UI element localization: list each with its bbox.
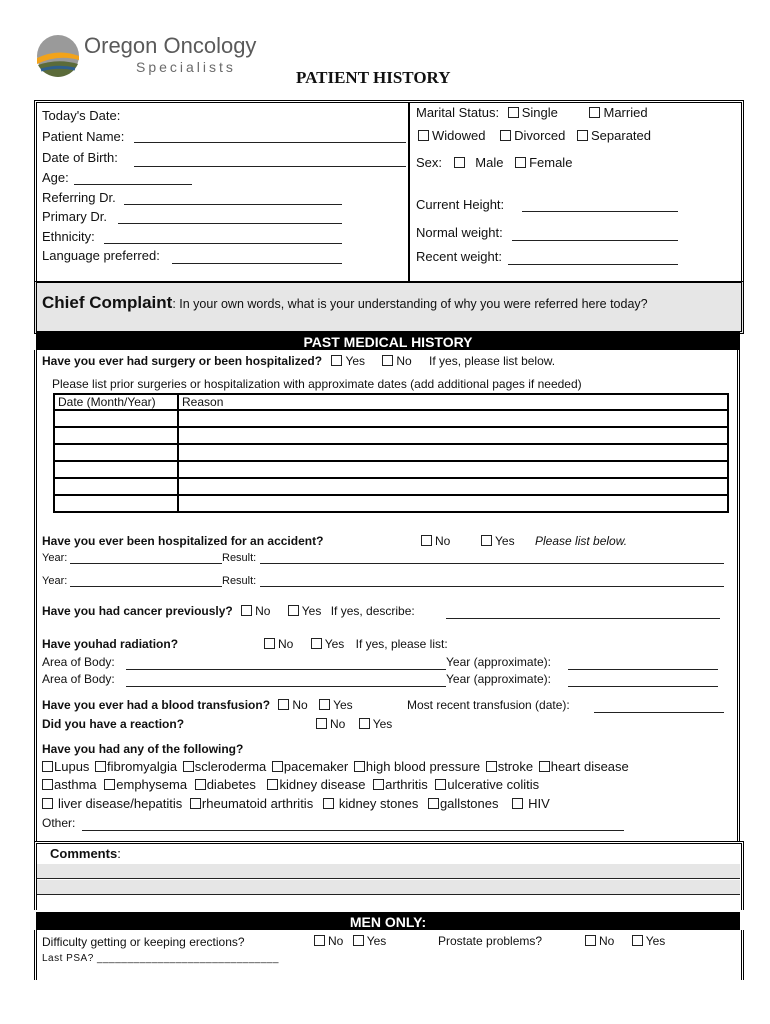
dob-label: Date of Birth: <box>42 150 118 165</box>
accident-year-label-1: Year: <box>42 552 68 564</box>
surgery-if-yes: If yes, please list below. <box>429 354 556 368</box>
recent-weight-label: Recent weight: <box>416 249 502 264</box>
hiv-checkbox[interactable] <box>512 798 523 809</box>
accident-list-below: Please list below. <box>535 534 628 548</box>
page-title: PATIENT HISTORY <box>296 68 451 87</box>
cancer-yes-label: Yes <box>301 604 322 618</box>
table-row[interactable] <box>54 410 728 427</box>
emphysema-checkbox[interactable] <box>104 779 115 790</box>
pacemaker-label: pacemaker <box>283 759 349 774</box>
following-question: Have you had any of the following? <box>42 742 244 756</box>
current-height-field[interactable] <box>522 197 678 212</box>
year-approx-label-2: Year (approximate): <box>446 672 551 686</box>
reaction-no-label: No <box>330 717 346 731</box>
radiation-yes-checkbox[interactable] <box>311 638 322 649</box>
comments-colon: : <box>117 846 121 861</box>
table-row[interactable] <box>54 444 728 461</box>
normal-weight-label: Normal weight: <box>416 225 503 240</box>
conditions-row-1 <box>42 759 629 775</box>
logo <box>36 32 266 80</box>
liver-disease-checkbox[interactable] <box>42 798 53 809</box>
scleroderma-label: scleroderma <box>194 759 267 774</box>
accident-year-label-2: Year: <box>42 575 68 587</box>
surgery-yes-checkbox[interactable] <box>331 355 342 366</box>
transfusion-row <box>42 698 353 713</box>
cancer-question: Have you had cancer previously? <box>42 604 233 618</box>
referring-field[interactable] <box>124 190 342 205</box>
past-medical-frame-left <box>34 350 40 842</box>
table-row[interactable] <box>54 478 728 495</box>
reaction-yes-label: Yes <box>372 717 393 731</box>
single-label: Single <box>521 105 558 120</box>
fibromyalgia-label: fibromyalgia <box>107 759 178 774</box>
pacemaker-checkbox[interactable] <box>272 761 283 772</box>
prostate-question: Prostate problems? <box>438 934 543 948</box>
reaction-no-checkbox[interactable] <box>316 718 327 729</box>
accident-no-checkbox[interactable] <box>421 535 432 546</box>
table-row[interactable] <box>54 495 728 512</box>
divorced-checkbox[interactable] <box>500 130 511 141</box>
asthma-label: asthma <box>54 777 97 792</box>
stroke-label: stroke <box>497 759 534 774</box>
language-label: Language preferred: <box>42 248 160 263</box>
normal-weight-field[interactable] <box>512 226 678 241</box>
surgery-table <box>53 393 729 513</box>
erections-no-checkbox[interactable] <box>314 935 325 946</box>
chief-complaint-row <box>42 293 648 313</box>
patient-name-field[interactable] <box>134 128 406 143</box>
accident-year-field-1[interactable] <box>70 551 222 564</box>
col-reason-header: Reason <box>178 394 728 410</box>
table-header-row <box>54 394 728 410</box>
stroke-checkbox[interactable] <box>486 761 497 772</box>
year-approx-field-1[interactable] <box>568 655 718 670</box>
transfusion-no-label: No <box>292 698 308 712</box>
liver-disease-label: liver disease/hepatitis <box>58 796 183 811</box>
kidney-stones-label: kidney stones <box>338 796 419 811</box>
other-label: Other: <box>42 816 76 830</box>
area-of-body-field-1[interactable] <box>126 655 446 670</box>
year-approx-field-2[interactable] <box>568 672 718 687</box>
erections-options <box>314 934 386 949</box>
accident-no-option <box>421 534 450 549</box>
radiation-no-checkbox[interactable] <box>264 638 275 649</box>
accident-no-label: No <box>435 534 451 548</box>
ethnicity-label: Ethnicity: <box>42 229 95 244</box>
erections-yes-checkbox[interactable] <box>353 935 364 946</box>
radiation-no-label: No <box>278 637 294 651</box>
transfusion-question: Have you ever had a blood transfusion? <box>42 698 271 712</box>
arthritis-checkbox[interactable] <box>373 779 384 790</box>
conditions-row-3 <box>42 796 550 812</box>
single-checkbox[interactable] <box>508 107 519 118</box>
radiation-yes-label: Yes <box>324 637 345 651</box>
heart-disease-checkbox[interactable] <box>539 761 550 772</box>
accident-result-field-2[interactable] <box>260 574 724 587</box>
logo-text-sub: Specialists <box>136 59 236 75</box>
surgery-yes-label: Yes <box>345 354 366 368</box>
marital-status-row <box>416 105 648 121</box>
last-psa-field[interactable]: Last PSA? ______________________________ <box>42 953 279 964</box>
primary-field[interactable] <box>118 209 342 224</box>
area-of-body-field-2[interactable] <box>126 672 446 687</box>
prostate-yes-checkbox[interactable] <box>632 935 643 946</box>
kidney-stones-checkbox[interactable] <box>323 798 334 809</box>
reaction-options <box>316 717 392 732</box>
erections-no-label: No <box>328 934 344 948</box>
sex-row <box>416 155 572 171</box>
gallstones-checkbox[interactable] <box>428 798 439 809</box>
year-approx-label-1: Year (approximate): <box>446 655 551 669</box>
chief-complaint-label: Chief Complaint <box>42 293 173 312</box>
high-blood-pressure-label: high blood pressure <box>365 759 481 774</box>
accident-question: Have you ever been hospitalized for an accident? <box>42 534 324 548</box>
asthma-checkbox[interactable] <box>42 779 53 790</box>
cancer-if-yes: If yes, describe: <box>330 604 415 618</box>
kidney-disease-label: kidney disease <box>279 777 366 792</box>
female-checkbox[interactable] <box>515 157 526 168</box>
men-only-bar: MEN ONLY: <box>36 912 740 930</box>
past-medical-frame-right <box>737 350 743 842</box>
radiation-options <box>264 637 448 652</box>
marital-status-label: Marital Status: <box>416 105 500 120</box>
surgery-no-checkbox[interactable] <box>382 355 393 366</box>
widowed-label: Widowed <box>432 128 486 143</box>
lupus-checkbox[interactable] <box>42 761 53 772</box>
cancer-no-label: No <box>255 604 271 618</box>
surgery-question: Have you ever had surgery or been hospitalized? <box>42 354 323 368</box>
reaction-yes-checkbox[interactable] <box>359 718 370 729</box>
accident-yes-checkbox[interactable] <box>481 535 492 546</box>
widowed-checkbox[interactable] <box>418 130 429 141</box>
ulcerative-colitis-label: ulcerative colitis <box>447 777 540 792</box>
area-of-body-label-2: Area of Body: <box>42 672 115 686</box>
rheumatoid-arthritis-label: rheumatoid arthritis <box>201 796 314 811</box>
reaction-question: Did you have a reaction? <box>42 717 185 731</box>
diabetes-label: diabetes <box>206 777 256 792</box>
married-checkbox[interactable] <box>589 107 600 118</box>
accident-yes-label: Yes <box>495 534 515 548</box>
erections-question: Difficulty getting or keeping erections? <box>42 935 245 949</box>
hiv-label: HIV <box>528 796 550 811</box>
recent-weight-field[interactable] <box>508 250 678 265</box>
todays-date-label: Today's Date: <box>42 108 121 123</box>
accident-result-label-1: Result: <box>222 552 257 564</box>
surgery-row <box>42 354 555 369</box>
prostate-yes-label: Yes <box>645 934 666 948</box>
conditions-row-2 <box>42 777 539 793</box>
accident-result-field-1[interactable] <box>260 551 724 564</box>
diabetes-checkbox[interactable] <box>195 779 206 790</box>
table-row[interactable] <box>54 461 728 478</box>
married-label: Married <box>603 105 648 120</box>
prostate-no-label: No <box>599 934 615 948</box>
prostate-no-checkbox[interactable] <box>585 935 596 946</box>
most-recent-transfusion-label: Most recent transfusion (date): <box>407 698 570 712</box>
marital-status-row2 <box>418 128 651 144</box>
patient-name-label: Patient Name: <box>42 129 125 144</box>
gallstones-label: gallstones <box>439 796 499 811</box>
high-blood-pressure-checkbox[interactable] <box>354 761 365 772</box>
transfusion-yes-checkbox[interactable] <box>319 699 330 710</box>
sex-label: Sex: <box>416 155 443 170</box>
cancer-no-checkbox[interactable] <box>241 605 252 616</box>
heart-disease-label: heart disease <box>550 759 629 774</box>
comments-line-1[interactable] <box>37 864 740 879</box>
logo-icon <box>36 34 80 78</box>
male-checkbox[interactable] <box>454 157 465 168</box>
demographics-divider <box>408 103 410 281</box>
transfusion-no-checkbox[interactable] <box>278 699 289 710</box>
radiation-question: Have youhad radiation? <box>42 637 179 651</box>
dob-field[interactable] <box>134 152 406 167</box>
male-label: Male <box>475 155 504 170</box>
accident-year-field-2[interactable] <box>70 574 222 587</box>
lupus-label: Lupus <box>54 759 90 774</box>
radiation-if-yes: If yes, please list: <box>355 637 448 651</box>
emphysema-label: emphysema <box>116 777 188 792</box>
cancer-yes-checkbox[interactable] <box>288 605 299 616</box>
separated-label: Separated <box>591 128 652 143</box>
col-date-header: Date (Month/Year) <box>54 394 178 410</box>
past-medical-history-bar: PAST MEDICAL HISTORY <box>36 332 740 350</box>
prostate-options <box>585 934 665 949</box>
most-recent-transfusion-field[interactable] <box>594 698 724 713</box>
language-field[interactable] <box>172 249 342 264</box>
area-of-body-label-1: Area of Body: <box>42 655 115 669</box>
comments-label: Comments <box>50 846 118 861</box>
cancer-describe-field[interactable] <box>446 604 720 619</box>
transfusion-yes-label: Yes <box>333 698 353 712</box>
comments-row <box>50 846 121 861</box>
other-field[interactable] <box>82 816 624 831</box>
accident-result-label-2: Result: <box>222 575 257 587</box>
arthritis-label: arthritis <box>385 777 428 792</box>
female-label: Female <box>529 155 573 170</box>
accident-yes-option <box>481 534 515 549</box>
ethnicity-field[interactable] <box>104 229 342 244</box>
scleroderma-checkbox[interactable] <box>183 761 194 772</box>
rheumatoid-arthritis-checkbox[interactable] <box>190 798 201 809</box>
erections-yes-label: Yes <box>366 934 387 948</box>
kidney-disease-checkbox[interactable] <box>267 779 278 790</box>
primary-label: Primary Dr. <box>42 209 107 224</box>
cancer-row <box>42 604 415 619</box>
referring-label: Referring Dr. <box>42 190 116 205</box>
surgery-instructions: Please list prior surgeries or hospitalization with approximate dates (add additional pages if needed) <box>52 377 582 391</box>
age-label: Age: <box>42 170 69 185</box>
divorced-label: Divorced <box>514 128 566 143</box>
surgery-no-label: No <box>396 354 412 368</box>
chief-complaint-question: : In your own words, what is your understanding of why you were referred here today? <box>172 297 648 311</box>
comments-line-2[interactable] <box>37 880 740 895</box>
table-row[interactable] <box>54 427 728 444</box>
age-field[interactable] <box>74 170 192 185</box>
ulcerative-colitis-checkbox[interactable] <box>435 779 446 790</box>
logo-text-main: Oregon Oncology <box>84 33 257 58</box>
fibromyalgia-checkbox[interactable] <box>95 761 106 772</box>
separated-checkbox[interactable] <box>577 130 588 141</box>
current-height-label: Current Height: <box>416 197 505 212</box>
